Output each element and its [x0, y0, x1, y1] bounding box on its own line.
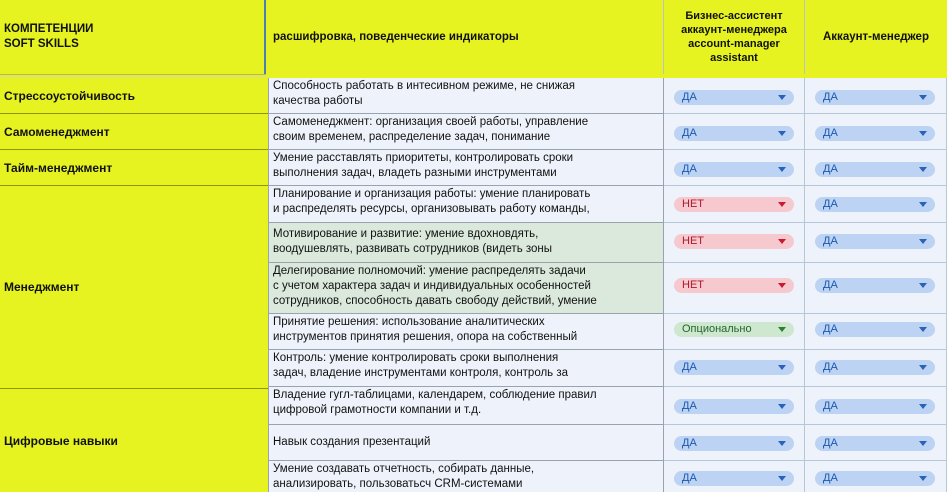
row-description — [268, 350, 664, 387]
chevron-down-icon — [919, 404, 927, 409]
competency-label: Самоменеджмент — [4, 124, 110, 139]
description-line: Навык создания презентаций — [273, 436, 431, 448]
header-assistant — [664, 0, 805, 74]
chevron-down-icon — [778, 95, 786, 100]
competency-column — [0, 78, 268, 492]
assistant-dropdown[interactable] — [674, 471, 794, 486]
row-description — [268, 186, 664, 223]
manager-cell — [805, 263, 947, 314]
table-row — [268, 387, 947, 425]
description-line: Мотивирование и развитие: умение вдохновдять, — [273, 228, 539, 240]
header-competencies-line2: SOFT SKILLS — [4, 38, 79, 50]
dropdown-value: НЕТ — [682, 279, 704, 291]
competency-self-management — [0, 114, 268, 150]
header-assistant-line1: Бизнес-ассистент — [685, 10, 783, 22]
dropdown-value: ДА — [682, 91, 697, 103]
dropdown-value: ДА — [823, 198, 838, 210]
dropdown-value: НЕТ — [682, 198, 704, 210]
manager-dropdown[interactable] — [815, 322, 935, 337]
chevron-down-icon — [778, 327, 786, 332]
dropdown-value: ДА — [823, 235, 838, 247]
row-description — [268, 387, 664, 425]
description-line: Способность работать в интесивном режиме, не снижая — [273, 80, 575, 92]
competency-management — [0, 186, 268, 389]
manager-dropdown[interactable] — [815, 399, 935, 414]
description-line: воодушевлять, развивать сотрудников (видеть зоны — [273, 243, 553, 255]
table-row — [268, 263, 947, 314]
dropdown-value: ДА — [682, 400, 697, 412]
table-row — [268, 114, 947, 150]
assistant-cell — [664, 263, 805, 314]
table-row — [268, 350, 947, 387]
row-description — [268, 314, 664, 350]
table-row — [268, 186, 947, 223]
header-assistant-line3: account-manager — [688, 38, 780, 50]
dropdown-value: ДА — [823, 400, 838, 412]
manager-cell — [805, 223, 947, 263]
manager-dropdown[interactable] — [815, 90, 935, 105]
assistant-dropdown[interactable] — [674, 90, 794, 105]
assistant-cell — [664, 223, 805, 263]
assistant-cell — [664, 461, 805, 492]
manager-dropdown[interactable] — [815, 278, 935, 293]
competency-label: Менеджмент — [4, 280, 80, 294]
assistant-dropdown[interactable] — [674, 322, 794, 337]
description-line: выполнения задач, владеть разными инструментами — [273, 167, 557, 179]
description-line: Владение гугл-таблицами, календарем, соблюдение правил — [273, 389, 597, 401]
dropdown-value: ДА — [823, 437, 838, 449]
assistant-dropdown[interactable] — [674, 360, 794, 375]
dropdown-value: ДА — [682, 127, 697, 139]
chevron-down-icon — [778, 167, 786, 172]
chevron-down-icon — [919, 239, 927, 244]
manager-cell — [805, 150, 947, 186]
assistant-dropdown[interactable] — [674, 162, 794, 177]
competency-label: Цифровые навыки — [4, 433, 118, 448]
description-line: инструментов принятия решения, опора на собственный — [273, 331, 578, 343]
competency-stress — [0, 78, 268, 114]
header-competencies — [0, 0, 266, 74]
assistant-dropdown[interactable] — [674, 278, 794, 293]
assistant-cell — [664, 314, 805, 350]
chevron-down-icon — [919, 202, 927, 207]
chevron-down-icon — [919, 476, 927, 481]
dropdown-value: ДА — [682, 472, 697, 484]
header-description: расшифровка, поведенческие индикаторы — [268, 0, 664, 74]
manager-cell — [805, 350, 947, 387]
description-line: Делегирование полномочий: умение распределять задачи — [273, 265, 586, 277]
row-description — [268, 78, 664, 114]
competency-label: Тайм-менеджмент — [4, 160, 113, 175]
description-line: Принятие решения: использование аналитических — [273, 316, 545, 328]
dropdown-value: ДА — [823, 323, 838, 335]
description-line: задач, владение инструментами контроля, контроль за — [273, 367, 569, 379]
description-line: Контроль: умение контролировать сроки выполнения — [273, 352, 559, 364]
dropdown-value: ДА — [823, 91, 838, 103]
table-row — [268, 425, 947, 461]
dropdown-value: ДА — [682, 361, 697, 373]
table-row — [268, 461, 947, 492]
chevron-down-icon — [778, 476, 786, 481]
row-description — [268, 425, 664, 461]
header-manager: Аккаунт-менеджер — [823, 31, 929, 43]
table-row — [268, 314, 947, 350]
manager-dropdown[interactable] — [815, 471, 935, 486]
row-description — [268, 263, 664, 314]
dropdown-value: ДА — [682, 163, 697, 175]
assistant-cell — [664, 350, 805, 387]
assistant-dropdown[interactable] — [674, 197, 794, 212]
table-header — [0, 0, 947, 74]
description-line: своим временем, распределение задач, понимание — [273, 131, 551, 143]
description-line: Самоменеджмент: организация своей работы, управление — [273, 116, 589, 128]
header-assistant-line2: аккаунт-менеджера — [681, 24, 787, 36]
chevron-down-icon — [778, 365, 786, 370]
assistant-cell — [664, 78, 805, 114]
dropdown-value: НЕТ — [682, 235, 704, 247]
chevron-down-icon — [778, 202, 786, 207]
dropdown-value: ДА — [823, 127, 838, 139]
chevron-down-icon — [919, 327, 927, 332]
description-line: анализировать, пользоватьсч CRM-системами — [273, 478, 523, 490]
dropdown-value: Опционально — [682, 323, 752, 335]
description-line: Умение расставлять приоритеты, контролировать сроки — [273, 152, 574, 164]
assistant-cell — [664, 150, 805, 186]
assistant-cell — [664, 186, 805, 223]
manager-cell — [805, 314, 947, 350]
competency-time-management — [0, 150, 268, 186]
chevron-down-icon — [919, 95, 927, 100]
chevron-down-icon — [778, 404, 786, 409]
manager-dropdown[interactable] — [815, 162, 935, 177]
manager-dropdown[interactable] — [815, 197, 935, 212]
chevron-down-icon — [919, 441, 927, 446]
manager-cell — [805, 387, 947, 425]
manager-cell — [805, 78, 947, 114]
chevron-down-icon — [778, 131, 786, 136]
assistant-dropdown[interactable] — [674, 126, 794, 141]
chevron-down-icon — [919, 365, 927, 370]
description-line: Планирование и организация работы: умение планировать — [273, 188, 591, 200]
assistant-dropdown[interactable] — [674, 234, 794, 249]
chevron-down-icon — [919, 131, 927, 136]
row-description — [268, 114, 664, 150]
chevron-down-icon — [778, 239, 786, 244]
manager-cell — [805, 114, 947, 150]
description-line: и распределять ресурсы, организовывать работу команды, — [273, 203, 590, 215]
dropdown-value: ДА — [823, 472, 838, 484]
manager-dropdown[interactable] — [815, 360, 935, 375]
dropdown-value: ДА — [823, 361, 838, 373]
dropdown-value: ДА — [823, 163, 838, 175]
manager-cell — [805, 425, 947, 461]
table-row — [268, 78, 947, 114]
description-line: качества работы — [273, 95, 363, 107]
manager-cell — [805, 461, 947, 492]
manager-cell — [805, 186, 947, 223]
assistant-cell — [664, 387, 805, 425]
header-competencies-line1: КОМПЕТЕНЦИИ — [4, 23, 94, 35]
dropdown-value: ДА — [823, 279, 838, 291]
manager-dropdown[interactable] — [815, 126, 935, 141]
chevron-down-icon — [919, 283, 927, 288]
row-description — [268, 223, 664, 263]
header-assistant-line4: assistant — [710, 52, 758, 64]
dropdown-value: ДА — [682, 437, 697, 449]
description-line: Умение создавать отчетность, собирать данные, — [273, 463, 535, 475]
assistant-dropdown[interactable] — [674, 436, 794, 451]
row-description — [268, 150, 664, 186]
competency-digital — [0, 389, 268, 492]
description-line: сотрудников, способность давать свободу действий, умение — [273, 295, 597, 307]
manager-dropdown[interactable] — [815, 234, 935, 249]
manager-dropdown[interactable] — [815, 436, 935, 451]
chevron-down-icon — [778, 441, 786, 446]
assistant-cell — [664, 114, 805, 150]
chevron-down-icon — [919, 167, 927, 172]
assistant-dropdown[interactable] — [674, 399, 794, 414]
table-row — [268, 150, 947, 186]
chevron-down-icon — [778, 283, 786, 288]
assistant-cell — [664, 425, 805, 461]
competency-label: Стрессоустойчивость — [4, 88, 136, 103]
row-description — [268, 461, 664, 492]
table-row — [268, 223, 947, 263]
description-line: цифровой грамотности компании и т.д. — [273, 404, 482, 416]
description-line: с учетом характера задач и индивидуальных особенностей — [273, 280, 591, 292]
